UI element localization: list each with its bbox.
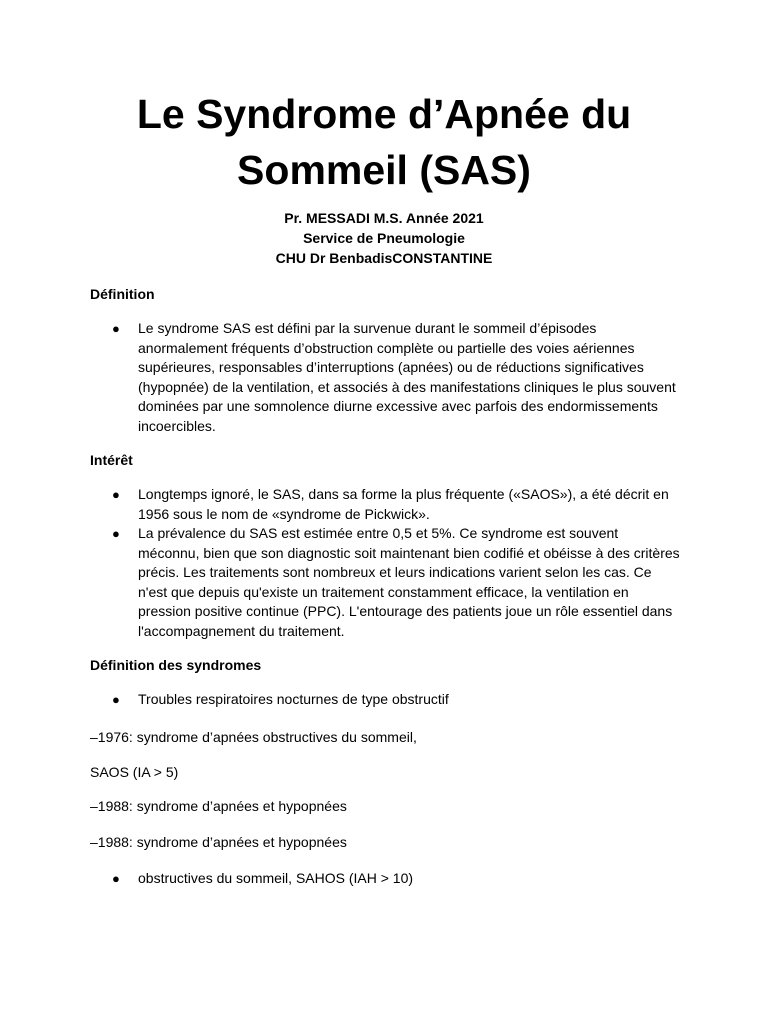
list-item <box>112 485 682 524</box>
bullet-icon: ● <box>112 487 120 502</box>
list-item-text: obstructives du sommeil, SAHOS (IAH > 10) <box>138 870 414 886</box>
list-item <box>112 524 682 641</box>
list-item <box>112 690 682 710</box>
text-line: –1988: syndrome d’apnées et hypopnées <box>90 798 347 814</box>
title-line-2: Sommeil (SAS) <box>237 147 531 193</box>
list-item-text: Longtemps ignoré, le SAS, dans sa forme la plus fréquente («SAOS»), a été décrit en 1956 sous le nom de «syndrome de Pickwick». <box>138 486 669 522</box>
document-title <box>0 86 768 198</box>
text-line: –1976: syndrome d’apnées obstructives du sommeil, <box>90 729 417 745</box>
service-line: Service de Pneumologie <box>303 230 465 246</box>
list-item <box>112 869 682 889</box>
bullet-icon: ● <box>112 692 120 707</box>
document-byline <box>0 208 768 268</box>
list-item-text: Troubles respiratoires nocturnes de type obstructif <box>138 691 449 707</box>
list-item-text: La prévalence du SAS est estimée entre 0,5 et 5%. Ce syndrome est souvent méconnu, bien que son diagnostic soit maintenant bien codifié et obéisse à des critères précis. Les traitements sont nombreux et leurs indications varient selon les cas. Ce n'est que depuis qu'existe un traitement constamment efficace, la ventilation en pression positive continue (PPC). L'entourage des patients joue un rôle essentiel dans l'accompagnement du traitement. <box>138 525 680 639</box>
list-item <box>112 319 682 436</box>
bullet-icon: ● <box>112 526 120 541</box>
hospital-line: CHU Dr BenbadisCONSTANTINE <box>275 250 493 266</box>
title-line-1: Le Syndrome d’Apnée du <box>136 91 632 137</box>
text-line: –1988: syndrome d’apnées et hypopnées <box>90 834 347 850</box>
list-item-text: Le syndrome SAS est défini par la survenue durant le sommeil d’épisodes anormalement fréquents d’obstruction complète ou partielle des voies aériennes supérieures, responsables d’interruptions (apnées) ou de réductions significatives (hypopnée) de la ventilation, et associés à des manifestations cliniques le plus souvent dominées par une somnolence diurne excessive avec parfois des endormissements incoercibles. <box>138 320 676 434</box>
section-heading-syndromes: Définition des syndromes <box>90 657 262 673</box>
text-line: SAOS (IA > 5) <box>90 764 179 780</box>
bullet-icon: ● <box>112 321 120 336</box>
section-heading-interet: Intérêt <box>90 452 133 468</box>
section-heading-definition: Définition <box>90 286 155 302</box>
bullet-icon: ● <box>112 871 120 886</box>
author-line: Pr. MESSADI M.S. Année 2021 <box>284 210 484 226</box>
